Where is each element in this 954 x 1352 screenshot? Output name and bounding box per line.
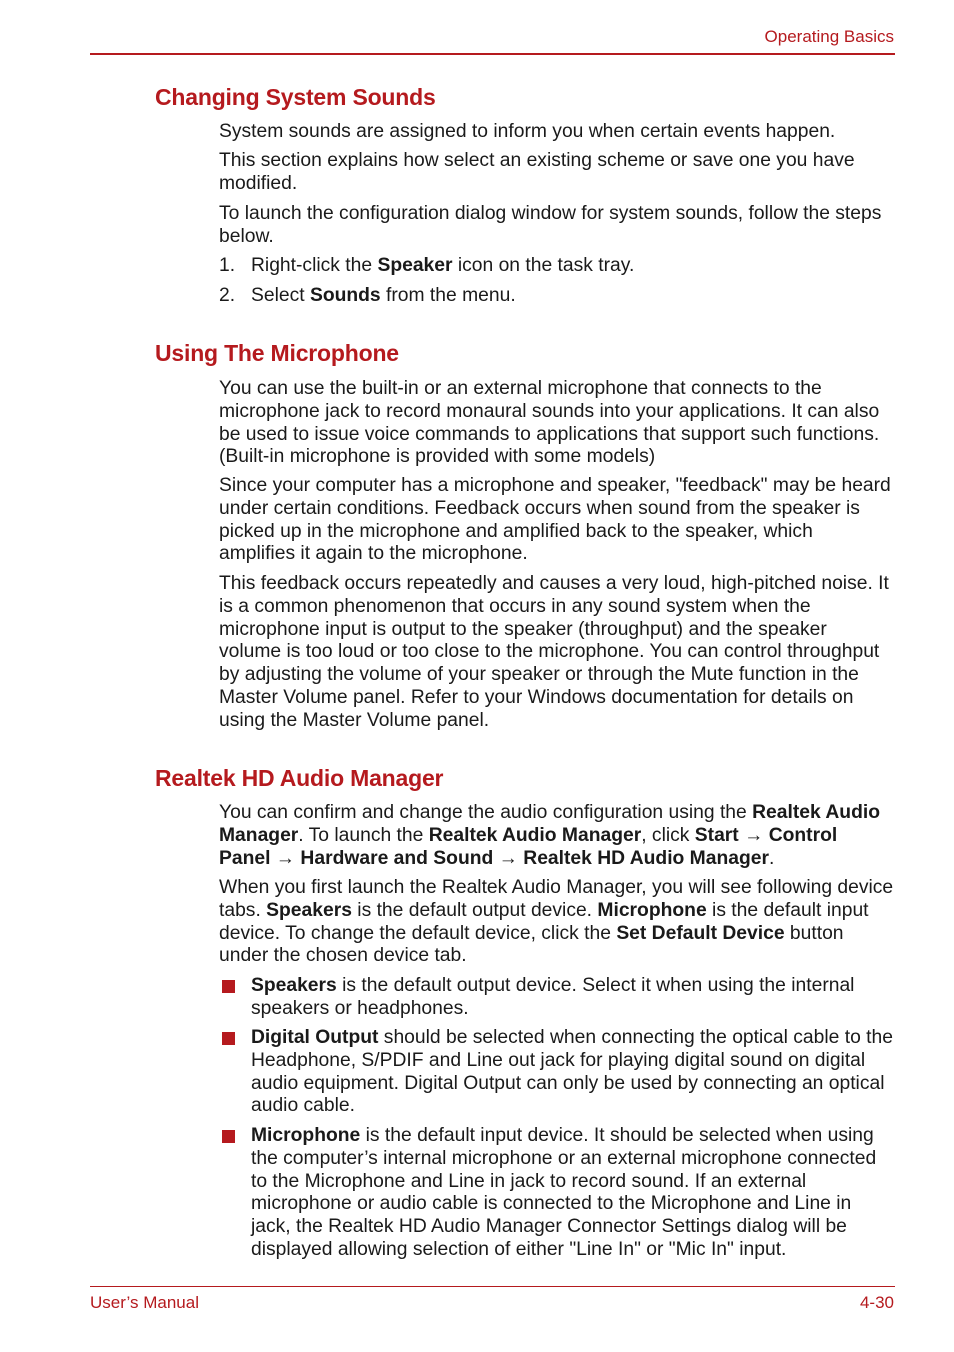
bullet-text: Microphone is the default input device. It should be selected when using the computer’s internal microphone or an external microphone connected to the Microphone and Line in jack to record sound. If an external microphone or audio cable is connected to the Microphone and Line in jack, the Realtek HD Audio Manager Connector Settings dialog will be displayed allowing selection of either "Line In" or "Mic In" input.	[251, 1125, 877, 1260]
paragraph: This section explains how select an existing scheme or save one you have modified.	[219, 150, 855, 194]
step-text: Select Sounds from the menu.	[251, 285, 516, 306]
footer-rule	[90, 1286, 895, 1287]
running-header: Operating Basics	[764, 27, 894, 46]
square-bullet-icon	[222, 1032, 235, 1045]
heading-using-the-microphone: Using The Microphone	[155, 340, 399, 366]
bullet-text: Speakers is the default output device. Select it when using the internal speakers or headphones.	[251, 975, 855, 1019]
footer-manual-title: User’s Manual	[90, 1293, 199, 1312]
heading-changing-system-sounds: Changing System Sounds	[155, 84, 436, 110]
bullet-text: Digital Output should be selected when connecting the optical cable to the Headphone, S/PDIF and Line out jack for playing digital sound on digital audio equipment. Digital Output can only be used by connecting an optical audio cable.	[251, 1027, 893, 1117]
step-number: 1.	[219, 255, 236, 276]
page-number: 4-30	[859, 1293, 894, 1312]
paragraph: You can confirm and change the audio configuration using the Realtek Audio Manager. To launch the Realtek Audio Manager, click Start → Control Panel → Hardware and Sound → Realtek HD Audio Manager.	[219, 802, 880, 869]
header-rule	[90, 53, 895, 55]
paragraph: To launch the configuration dialog window for system sounds, follow the steps below.	[219, 203, 882, 247]
paragraph: You can use the built-in or an external microphone that connects to the microphone jack to record monaural sounds into your applications. It can also be used to issue voice commands to applications that support such functions.(Built-in microphone is provided with some models)	[219, 378, 880, 468]
step-number: 2.	[219, 285, 236, 306]
square-bullet-icon	[222, 980, 235, 993]
paragraph: This feedback occurs repeatedly and causes a very loud, high-pitched noise. It is a common phenomenon that occurs in any sound system when the microphone input is output to the speaker (throughput) and the speaker volume is too loud or too close to the microphone. You can control throughput by adjusting the volume of your speaker or through the Mute function in the Master Volume panel. Refer to your Windows documentation for details on using the Master Volume panel.	[219, 573, 889, 731]
paragraph: When you first launch the Realtek Audio Manager, you will see following device tabs. Speakers is the default output device. Microphone is the default input device. To change the default device, click the Set Default Device button under the chosen device tab.	[219, 877, 894, 967]
step-text: Right-click the Speaker icon on the task tray.	[251, 255, 635, 276]
square-bullet-icon	[222, 1130, 235, 1143]
paragraph: Since your computer has a microphone and speaker, "feedback" may be heard under certain conditions. Feedback occurs when sound from the speaker is picked up in the microphone and amplified back to the speaker, which amplifies it again to the microphone.	[219, 475, 891, 565]
paragraph: System sounds are assigned to inform you when certain events happen.	[219, 121, 836, 142]
heading-realtek-hd-audio-manager: Realtek HD Audio Manager	[155, 765, 444, 791]
